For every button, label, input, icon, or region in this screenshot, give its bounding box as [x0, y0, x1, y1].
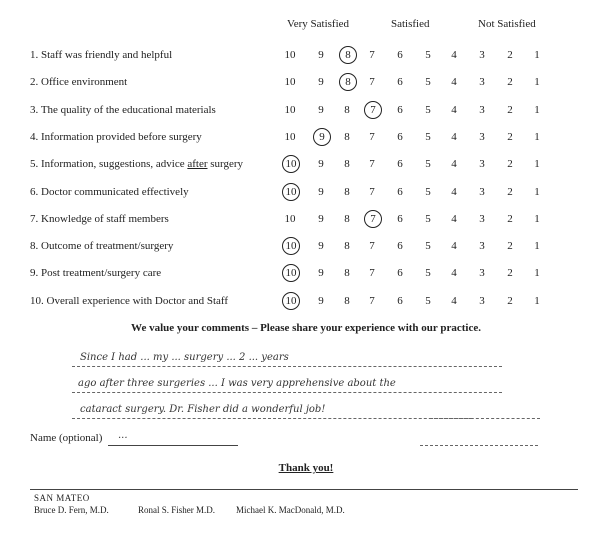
question-row	[0, 97, 612, 124]
question-text	[30, 76, 127, 88]
rating-option[interactable]: 2	[507, 267, 513, 280]
question-row	[0, 151, 612, 178]
name-field-line	[420, 445, 538, 446]
rating-option[interactable]: 5	[425, 267, 431, 280]
selected-rating[interactable]: 7	[364, 101, 382, 119]
scale-header-satisfied: Satisfied	[391, 18, 430, 30]
question-label: Office environment	[41, 76, 128, 89]
question-row	[0, 206, 612, 233]
question-text	[30, 158, 243, 170]
rating-option[interactable]: 1	[534, 212, 540, 225]
rating-option[interactable]: 8	[344, 212, 350, 225]
rating-option[interactable]: 9	[318, 294, 324, 307]
rating-option[interactable]: 10	[284, 212, 296, 225]
rating-option[interactable]: 5	[425, 240, 431, 253]
rating-option[interactable]: 6	[397, 130, 403, 143]
rating-option[interactable]: 9	[318, 76, 324, 89]
question-label: surgery	[207, 158, 244, 171]
question-number: 9.	[30, 267, 39, 280]
rating-option[interactable]: 9	[318, 267, 324, 280]
question-label: The quality of the educational materials	[40, 103, 216, 116]
rating-option[interactable]: 4	[451, 294, 457, 307]
question-label: Staff was friendly and helpful	[41, 49, 173, 61]
rating-option[interactable]: 7	[369, 76, 375, 89]
handwritten-comment-line: ago after three surgeries ... I was very apprehensive about the	[78, 378, 396, 389]
rating-option[interactable]: 8	[344, 267, 350, 280]
question-label: Information provided before surgery	[41, 130, 202, 143]
rating-option[interactable]: 1	[534, 130, 540, 143]
question-number: 8.	[30, 240, 39, 253]
rating-option[interactable]: 2	[507, 76, 513, 89]
rating-option[interactable]: 2	[507, 212, 513, 225]
scale-header-not-satisfied: Not Satisfied	[478, 18, 536, 30]
rating-option[interactable]: 1	[534, 158, 540, 171]
rating-option[interactable]: 9	[318, 240, 324, 253]
rating-option[interactable]: 1	[534, 103, 540, 116]
comment-line	[430, 418, 540, 419]
rating-option[interactable]: 1	[534, 49, 540, 61]
doctor-name: Ronal S. Fisher M.D.	[138, 505, 216, 515]
question-text	[30, 240, 173, 252]
rating-option[interactable]: 5	[425, 103, 431, 116]
rating-option[interactable]: 6	[397, 212, 403, 225]
selected-rating[interactable]: 10	[282, 183, 300, 201]
rating-option[interactable]: 3	[479, 294, 485, 307]
question-row	[0, 69, 612, 96]
selected-rating[interactable]: 8	[339, 73, 357, 91]
rating-option[interactable]: 5	[425, 185, 431, 198]
rating-option[interactable]: 6	[397, 267, 403, 280]
question-number: 4.	[30, 130, 39, 143]
rating-option[interactable]: 8	[344, 294, 350, 307]
rating-option[interactable]: 1	[534, 267, 540, 280]
rating-option[interactable]: 4	[451, 130, 457, 143]
question-row	[0, 179, 612, 206]
question-text	[30, 49, 172, 61]
selected-rating[interactable]: 10	[282, 155, 300, 173]
rating-option[interactable]: 4	[451, 185, 457, 198]
handwritten-comment-line: cataract surgery. Dr. Fisher did a wonderful job!	[80, 404, 326, 415]
question-text	[30, 131, 202, 143]
question-number: 6.	[30, 185, 39, 198]
rating-option[interactable]: 6	[397, 158, 403, 171]
rating-option[interactable]: 5	[425, 49, 431, 61]
rating-option[interactable]: 8	[344, 240, 350, 253]
rating-option[interactable]: 3	[479, 49, 485, 61]
rating-option[interactable]: 1	[534, 185, 540, 198]
question-row	[0, 42, 612, 69]
rating-option[interactable]: 4	[451, 103, 457, 116]
rating-option[interactable]: 7	[369, 158, 375, 171]
rating-option[interactable]: 6	[397, 103, 403, 116]
rating-option[interactable]: 7	[369, 49, 375, 61]
doctor-name: Bruce D. Fern, M.D.	[34, 505, 109, 515]
rating-option[interactable]: 9	[318, 212, 324, 225]
rating-option[interactable]: 10	[284, 103, 296, 116]
thank-you-text: Thank you!	[278, 462, 334, 474]
rating-option[interactable]: 3	[479, 267, 485, 280]
rating-option[interactable]: 8	[344, 158, 350, 171]
rating-option[interactable]: 7	[369, 240, 375, 253]
rating-option[interactable]: 2	[507, 130, 513, 143]
rating-option[interactable]: 5	[425, 212, 431, 225]
question-text	[30, 213, 169, 225]
question-row	[0, 233, 612, 260]
selected-rating[interactable]: 7	[364, 210, 382, 228]
rating-option[interactable]: 1	[534, 240, 540, 253]
rating-option[interactable]: 9	[318, 158, 324, 171]
rating-option[interactable]: 6	[397, 294, 403, 307]
handwritten-name: ...	[118, 430, 128, 441]
rating-option[interactable]: 10	[284, 130, 296, 143]
rating-option[interactable]: 4	[451, 49, 457, 61]
rating-option[interactable]: 5	[425, 76, 431, 89]
question-label: Knowledge of staff members	[41, 212, 169, 225]
question-number: 3.	[30, 103, 39, 116]
selected-rating[interactable]: 10	[282, 292, 300, 310]
comment-line	[72, 366, 502, 367]
rating-option[interactable]: 3	[479, 185, 485, 198]
question-row	[0, 260, 612, 287]
rating-option[interactable]: 4	[451, 267, 457, 280]
question-label: after	[187, 158, 208, 171]
question-label: Overall experience with Doctor and Staff	[46, 294, 229, 307]
question-text	[30, 104, 216, 116]
handwritten-comment-line: Since I had ... my ... surgery ... 2 ... years	[80, 352, 289, 363]
rating-option[interactable]: 6	[397, 185, 403, 198]
selected-rating[interactable]: 10	[282, 264, 300, 282]
rating-option[interactable]: 6	[397, 49, 403, 61]
selected-rating[interactable]: 10	[282, 237, 300, 255]
rating-option[interactable]: 4	[451, 212, 457, 225]
rating-option[interactable]: 5	[425, 294, 431, 307]
rating-option[interactable]: 2	[507, 240, 513, 253]
rating-option[interactable]: 2	[507, 294, 513, 307]
rating-option[interactable]: 7	[369, 294, 375, 307]
rating-option[interactable]: 3	[479, 76, 485, 89]
rating-option[interactable]: 3	[479, 240, 485, 253]
rating-option[interactable]: 5	[425, 130, 431, 143]
doctor-name: Michael K. MacDonald, M.D.	[236, 505, 345, 515]
rating-option[interactable]: 9	[318, 185, 324, 198]
question-number: 5.	[30, 158, 39, 171]
rating-option[interactable]: 4	[451, 76, 457, 89]
question-label: Doctor communicated effectively	[41, 185, 189, 198]
rating-option[interactable]: 3	[479, 103, 485, 116]
rating-option[interactable]: 2	[507, 158, 513, 171]
rating-option[interactable]: 9	[318, 49, 324, 61]
question-text	[30, 186, 189, 198]
rating-option[interactable]: 3	[479, 130, 485, 143]
comment-line	[72, 418, 472, 419]
rating-option[interactable]: 5	[425, 158, 431, 171]
name-field-label: Name (optional)	[30, 432, 103, 444]
rating-option[interactable]: 7	[369, 267, 375, 280]
question-row	[0, 124, 612, 151]
question-row	[0, 288, 612, 315]
rating-option[interactable]: 8	[344, 185, 350, 198]
rating-option[interactable]: 7	[369, 130, 375, 143]
rating-option[interactable]: 4	[451, 240, 457, 253]
name-field-line	[108, 445, 238, 446]
question-number: 10.	[30, 294, 44, 307]
rating-option[interactable]: 2	[507, 49, 513, 61]
rating-option[interactable]: 10	[284, 76, 296, 89]
rating-option[interactable]: 8	[344, 130, 350, 143]
rating-option[interactable]: 1	[534, 76, 540, 89]
question-number: 2.	[30, 76, 39, 89]
rating-option[interactable]: 6	[397, 76, 403, 89]
rating-option[interactable]: 3	[479, 158, 485, 171]
rating-option[interactable]: 2	[507, 185, 513, 198]
question-label: Post treatment/surgery care	[41, 267, 162, 280]
question-number: 7.	[30, 212, 39, 225]
selected-rating[interactable]: 9	[313, 128, 331, 146]
rating-option[interactable]: 9	[318, 103, 324, 116]
rating-option[interactable]: 1	[534, 294, 540, 307]
comments-prompt: We value your comments – Please share your experience with our practice.	[131, 322, 481, 334]
rating-option[interactable]: 6	[397, 240, 403, 253]
scale-header-very-satisfied: Very Satisfied	[287, 18, 350, 30]
footer-organization: SAN MATEO	[34, 493, 90, 503]
footer-divider	[30, 489, 578, 490]
rating-option[interactable]: 10	[284, 49, 296, 61]
rating-option[interactable]: 8	[344, 103, 350, 116]
question-text	[30, 295, 228, 307]
rating-option[interactable]: 2	[507, 103, 513, 116]
comment-line	[72, 392, 502, 393]
rating-option[interactable]: 7	[369, 185, 375, 198]
question-text	[30, 267, 161, 279]
question-label: Outcome of treatment/surgery	[41, 240, 174, 253]
rating-option[interactable]: 3	[479, 212, 485, 225]
question-number: 1.	[30, 49, 39, 61]
selected-rating[interactable]: 8	[339, 46, 357, 64]
rating-option[interactable]: 4	[451, 158, 457, 171]
question-label: Information, suggestions, advice	[41, 158, 188, 171]
